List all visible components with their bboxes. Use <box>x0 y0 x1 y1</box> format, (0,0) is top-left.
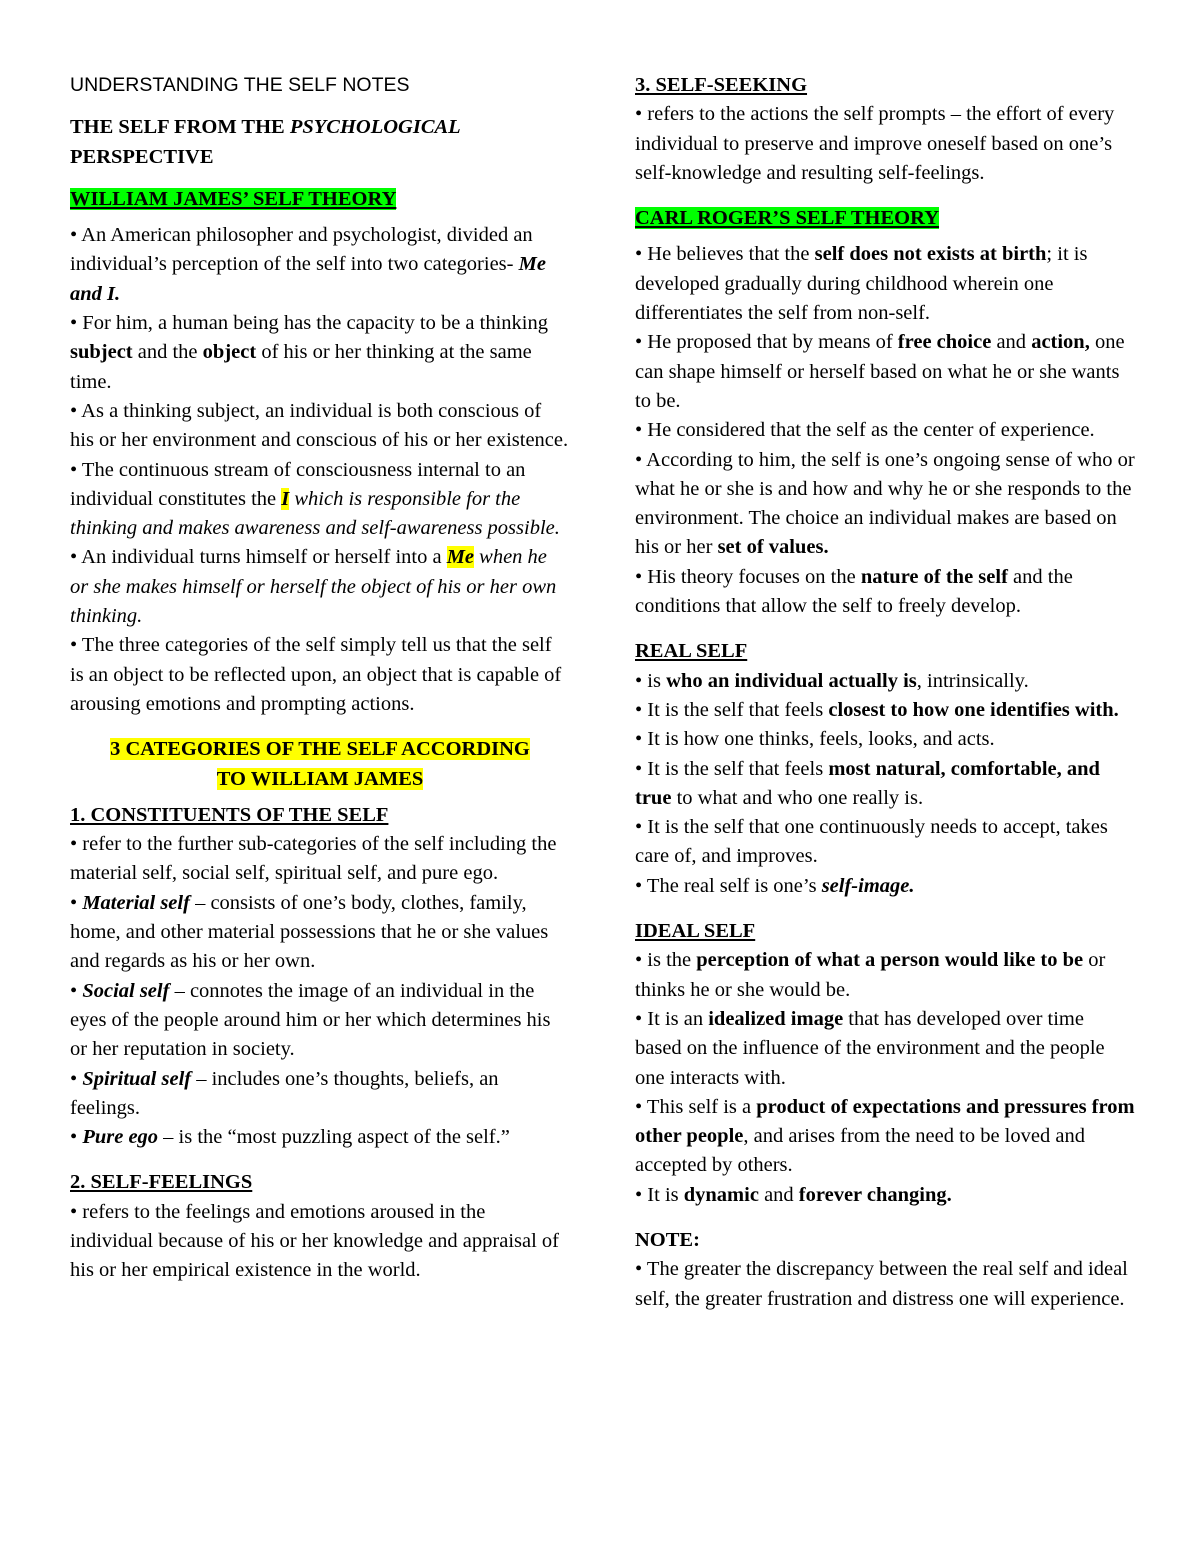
real-bullet-3: • It is how one thinks, feels, looks, and acts. <box>635 728 995 751</box>
roger-theory-heading: CARL ROGER’S SELF THEORY <box>635 207 939 230</box>
real-bullet-1: • is who an individual actually is, intrinsically. <box>635 669 1029 692</box>
real-self-heading: REAL SELF <box>635 640 748 663</box>
roger-bullet-4: • According to him, the self is one’s ongoing sense of who or what he or she is and how and why he or she responds to the environment. The choice an individual makes are based on his or her set of values. <box>635 448 1135 559</box>
real-bullet-4: • It is the self that feels most natural, comfortable, and true to what and who one really is. <box>635 757 1100 809</box>
self-feelings-heading: 2. SELF-FEELINGS <box>70 1171 253 1194</box>
ideal-self-heading: IDEAL SELF <box>635 920 756 943</box>
constituents-intro: • refer to the further sub-categories of the self including the material self, social self, spiritual self, and pure ego. <box>70 833 557 885</box>
note-heading: NOTE: <box>635 1228 700 1251</box>
self-seeking-heading: 3. SELF-SEEKING <box>635 74 808 96</box>
social-self-item: • Social self – connotes the image of an individual in the eyes of the people around him or her which determines his or her reputation in society. <box>70 979 551 1061</box>
roger-bullet-3: • He considered that the self as the center of experience. <box>635 419 1095 442</box>
perspective-heading: THE SELF FROM THE PSYCHOLOGICAL PERSPECTIVE <box>70 116 461 168</box>
material-self-item: • Material self – consists of one’s body, clothes, family, home, and other material possessions that he or she values and regards as his or her own. <box>70 891 549 973</box>
constituents-heading: 1. CONSTITUENTS OF THE SELF <box>70 803 389 826</box>
ideal-bullet-4: • It is dynamic and forever changing. <box>635 1183 952 1206</box>
self-feelings-text: • refers to the feelings and emotions aroused in the individual because of his or her knowledge and appraisal of his or her empirical existence in the world. <box>70 1200 559 1282</box>
roger-bullet-5: • His theory focuses on the nature of the self and the conditions that allow the self to freely develop. <box>635 565 1073 618</box>
self-seeking-text: • refers to the actions the self prompts – the effort of every individual to preserve and improve oneself based on one’s self-knowledge and resulting self-feelings. <box>635 103 1115 184</box>
ideal-bullet-2: • It is an idealized image that has developed over time based on the influence of the environment and the people one interacts with. <box>635 1007 1105 1089</box>
document-title: UNDERSTANDING THE SELF NOTES <box>70 74 410 96</box>
pure-ego-item: • Pure ego – is the “most puzzling aspect of the self.” <box>70 1126 510 1149</box>
right-column <box>635 71 1135 1314</box>
james-bullet-2: • For him, a human being has the capacity to be a thinking subject and the object of his or her thinking at the same time. <box>70 312 548 393</box>
roger-bullet-2: • He proposed that by means of free choice and action, one can shape himself or herself based on what he or she wants to be. <box>635 331 1125 412</box>
james-bullet-6: • The three categories of the self simply tell us that the self is an object to be reflected upon, an object that is capable of arousing emotions and prompting actions. <box>70 634 562 715</box>
james-theory-heading: WILLIAM JAMES’ SELF THEORY <box>70 187 397 210</box>
ideal-bullet-1: • is the perception of what a person would like to be or thinks he or she would be. <box>635 949 1106 1001</box>
real-bullet-5: • It is the self that one continuously needs to accept, takes care of, and improves. <box>635 816 1108 868</box>
left-column <box>70 71 570 1286</box>
james-bullet-1: • An American philosopher and psychologist, divided an individual’s perception of the self into two categories- Me and I. <box>70 224 546 305</box>
real-bullet-2: • It is the self that feels closest to how one identifies with. <box>635 698 1119 721</box>
categories-heading: 3 CATEGORIES OF THE SELF ACCORDING TO WILLIAM JAMES <box>110 738 530 790</box>
ideal-bullet-3: • This self is a product of expectations and pressures from other people, and arises from the need to be loved and accepted by others. <box>635 1095 1135 1177</box>
roger-bullet-1: • He believes that the self does not exists at birth; it is developed gradually during childhood wherein one differentiates the self from non-self. <box>635 243 1088 325</box>
note-text: • The greater the discrepancy between the real self and ideal self, the greater frustration and distress one will experience. <box>635 1258 1128 1310</box>
james-bullet-4: • The continuous stream of consciousness internal to an individual constitutes the I which is responsible for the thinking and makes awareness and self-awareness possible. <box>70 458 560 540</box>
real-bullet-6: • The real self is one’s self-image. <box>635 874 915 897</box>
james-bullet-3: • As a thinking subject, an individual is both conscious of his or her environment and conscious of his or her existence. <box>70 399 569 452</box>
james-bullet-5: • An individual turns himself or herself into a Me when he or she makes himself or herself the object of his or her own thinking. <box>70 546 557 628</box>
spiritual-self-item: • Spiritual self – includes one’s thoughts, beliefs, an feelings. <box>70 1067 499 1119</box>
